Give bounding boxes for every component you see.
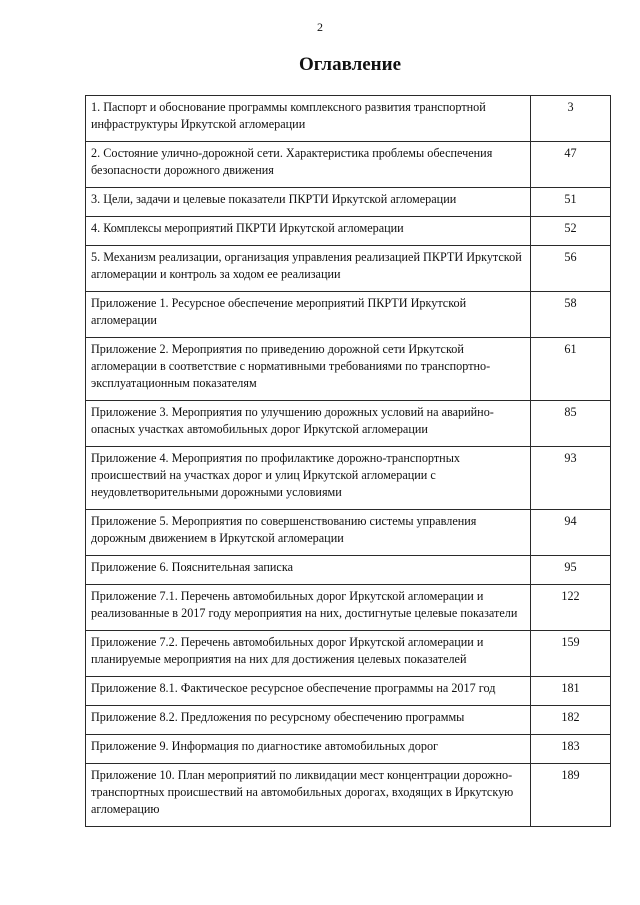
toc-row: [86, 706, 611, 735]
toc-entry-text: Приложение 1. Ресурсное обеспечение мероприятий ПКРТИ Иркутской агломерации: [86, 292, 531, 338]
toc-entry-page: 47: [531, 142, 611, 188]
table-of-contents: [85, 95, 611, 827]
toc-row: [86, 96, 611, 142]
toc-row: [86, 401, 611, 447]
toc-entry-text: 2. Состояние улично-дорожной сети. Характеристика проблемы обеспечения безопасности дорожного движения: [86, 142, 531, 188]
toc-entry-page: 182: [531, 706, 611, 735]
toc-entry-page: 159: [531, 631, 611, 677]
toc-row: [86, 292, 611, 338]
toc-entry-text: Приложение 3. Мероприятия по улучшению дорожных условий на аварийно-опасных участках автомобильных дорог Иркутской агломерации: [86, 401, 531, 447]
page-title-wrapper: [0, 54, 640, 76]
toc-entry-page: 85: [531, 401, 611, 447]
page-title: Оглавление: [298, 54, 402, 75]
toc-entry-page: 52: [531, 217, 611, 246]
toc-row: [86, 188, 611, 217]
toc-entry-page: 93: [531, 447, 611, 510]
toc-entry-page: 181: [531, 677, 611, 706]
toc-entry-page: 183: [531, 735, 611, 764]
toc-row: [86, 338, 611, 401]
toc-entry-page: 122: [531, 585, 611, 631]
toc-entry-page: 94: [531, 510, 611, 556]
toc-entry-page: 61: [531, 338, 611, 401]
toc-entry-text: 3. Цели, задачи и целевые показатели ПКРТИ Иркутской агломерации: [86, 188, 531, 217]
toc-entry-text: Приложение 7.2. Перечень автомобильных дорог Иркутской агломерации и планируемые мероприятия на них для достижения целевых показателей: [86, 631, 531, 677]
toc-row: [86, 677, 611, 706]
toc-row: [86, 510, 611, 556]
toc-row: [86, 631, 611, 677]
toc-row: [86, 735, 611, 764]
toc-row: [86, 764, 611, 827]
toc-entry-text: Приложение 7.1. Перечень автомобильных дорог Иркутской агломерации и реализованные в 2017 году мероприятия на них, достигнутые целевые показатели: [86, 585, 531, 631]
toc-entry-text: 5. Механизм реализации, организация управления реализацией ПКРТИ Иркутской агломерации и контроль за ходом ее реализации: [86, 246, 531, 292]
toc-entry-text: Приложение 9. Информация по диагностике автомобильных дорог: [86, 735, 531, 764]
toc-entry-text: Приложение 4. Мероприятия по профилактике дорожно-транспортных происшествий на участках дорог и улиц Иркутской агломерации с неудовлетворительными дорожными условиями: [86, 447, 531, 510]
toc-entry-text: 1. Паспорт и обоснование программы комплексного развития транспортной инфраструктуры Иркутской агломерации: [86, 96, 531, 142]
toc-entry-text: 4. Комплексы мероприятий ПКРТИ Иркутской агломерации: [86, 217, 531, 246]
toc-entry-text: Приложение 10. План мероприятий по ликвидации мест концентрации дорожно-транспортных происшествий на автомобильных дорогах, входящих в Иркутскую агломерацию: [86, 764, 531, 827]
page-number: 2: [317, 20, 323, 34]
toc-entry-text: Приложение 5. Мероприятия по совершенствованию системы управления дорожным движением в Иркутской агломерации: [86, 510, 531, 556]
toc-entry-page: 189: [531, 764, 611, 827]
toc-row: [86, 142, 611, 188]
toc-entry-text: Приложение 8.2. Предложения по ресурсному обеспечению программы: [86, 706, 531, 735]
toc-entry-text: Приложение 2. Мероприятия по приведению дорожной сети Иркутской агломерации в соответствие с нормативными требованиями по транспортно-эксплуатационным показателям: [86, 338, 531, 401]
toc-row: [86, 217, 611, 246]
toc-entry-page: 3: [531, 96, 611, 142]
toc-entry-page: 51: [531, 188, 611, 217]
toc-row: [86, 585, 611, 631]
toc-row: [86, 246, 611, 292]
toc-entry-page: 56: [531, 246, 611, 292]
toc-entry-page: 58: [531, 292, 611, 338]
toc-entry-page: 95: [531, 556, 611, 585]
toc-row: [86, 447, 611, 510]
toc-entry-text: Приложение 6. Пояснительная записка: [86, 556, 531, 585]
toc-entry-text: Приложение 8.1. Фактическое ресурсное обеспечение программы на 2017 год: [86, 677, 531, 706]
toc-row: [86, 556, 611, 585]
